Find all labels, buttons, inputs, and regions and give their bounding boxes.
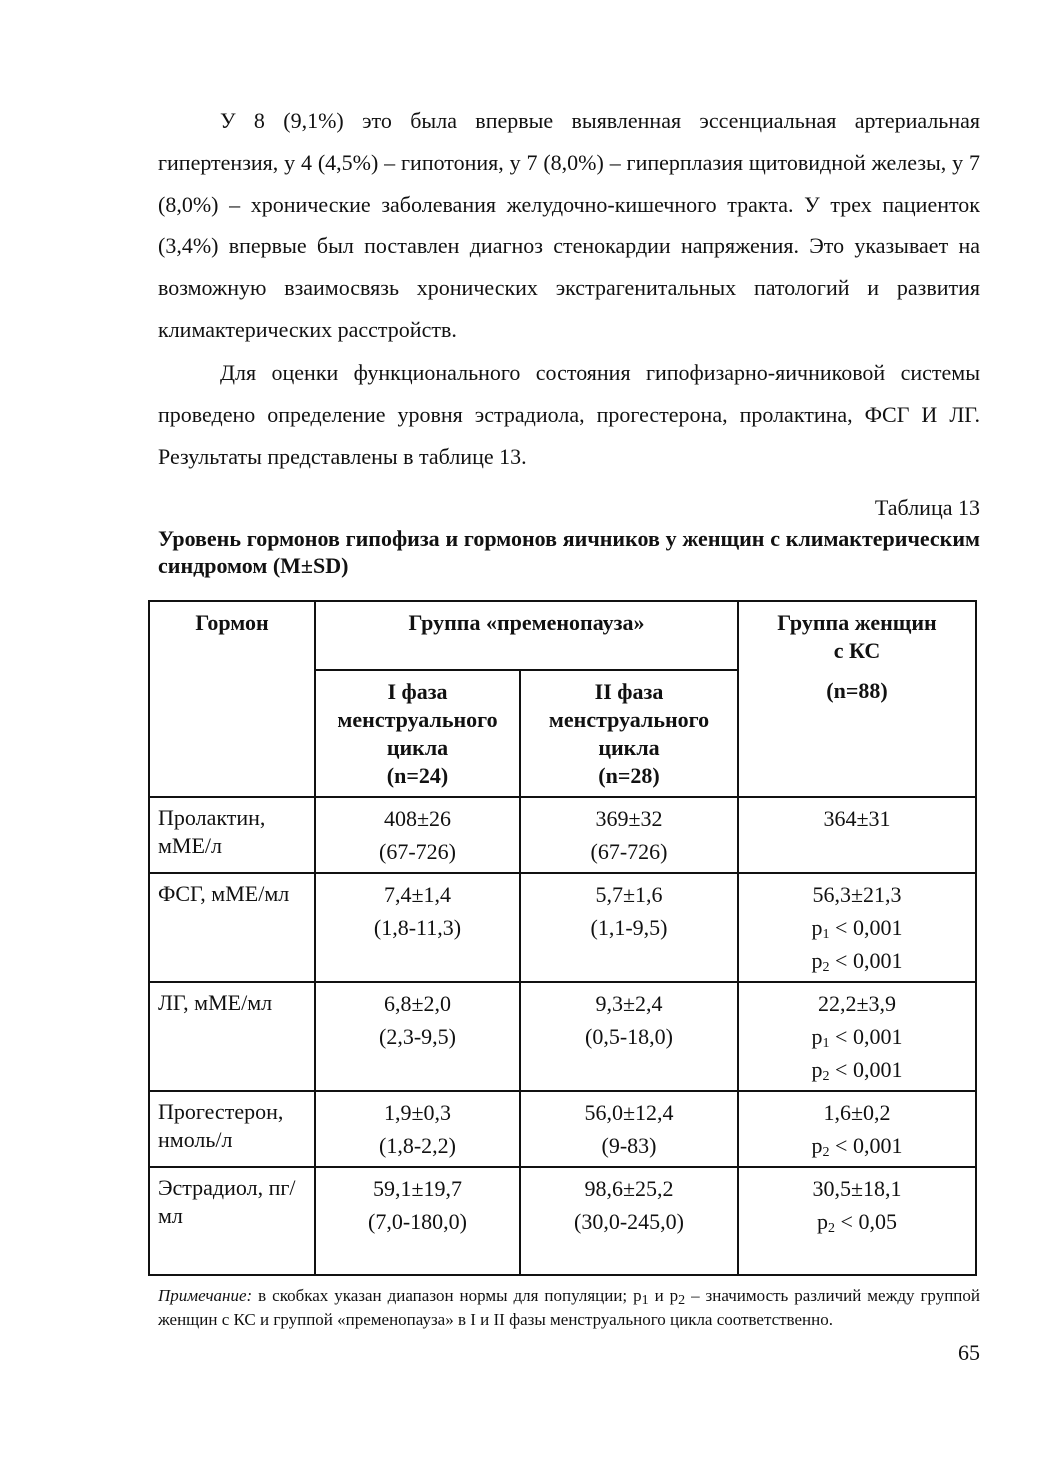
ks-cell [738,1167,976,1275]
cell-value: 9,3±2,4 [595,991,663,1016]
table-title: Уровень гормонов гипофиза и гормонов яичников у женщин с климактерическим синдромом (M±SD) [158,526,980,578]
table-row [149,1091,976,1167]
ks-cell [738,873,976,982]
cell-range: (0,5-18,0) [585,1024,673,1049]
cell-range: (2,3-9,5) [379,1024,456,1049]
header-phase1 [315,670,520,797]
table-note [158,1284,980,1331]
phase1-cell [315,873,520,982]
cell-value: 7,4±1,4 [383,882,452,907]
phase2-cell [520,982,738,1091]
cell-value: 408±26 [383,806,452,831]
p-value: $p_1 < 0,001$ [811,915,903,942]
phase2-cell [520,873,738,982]
cell-range: (1,8-11,3) [373,915,462,940]
cell-range: (7,0-180,0) [368,1209,467,1234]
note-label: Примечание: [158,1286,253,1305]
header-phase2 [520,670,738,797]
header-phase1-label: I фаза менструального цикла [337,679,498,760]
cell-value: 98,6±25,2 [584,1176,674,1201]
paragraph-1-text: У 8 (9,1%) это была впервые выявленная эссенциальная артериальная гипертензия, у 4 (4,5%) – гипотония, у 7 (8,0%) – гиперплазия щитовидной железы, у 7 (8,0%) – хронические заболевания желудочно-кишечного тракта. У трех пациенток (3,4%) впервые был поставлен диагноз стенокардии напряжения. Это указывает на возможную взаимосвязь хронических экстрагенитальных патологий и развития климактерических расстройств. [158,108,980,342]
phase1-cell [315,797,520,873]
cell-value: 59,1±19,7 [372,1176,463,1201]
paragraph-1 [158,100,980,351]
header-ks-group [738,601,976,797]
cell-value: 22,2±3,9 [817,991,897,1016]
note-text: в скобках указан диапазон нормы для популяции; $p_1$ и $p_2$ – значимость различий между группой женщин с КС и группой «пременопауза» в I и II фазы менструального цикла соответственно. [158,1286,980,1329]
row-name: Эстрадиол, пг/мл [149,1167,315,1275]
phase1-cell [315,982,520,1091]
header-phase1-n: (n=24) [386,763,449,788]
ks-cell [738,982,976,1091]
row-name: Прогестерон, нмоль/л [149,1091,315,1167]
phase2-cell [520,1091,738,1167]
cell-value: 56,3±21,3 [812,882,902,907]
header-ks-n: (n=88) [826,678,888,703]
phase2-cell [520,1167,738,1275]
p-value: $p_2 < 0,05$ [817,1209,897,1236]
cell-value: 56,0±12,4 [584,1100,674,1125]
table-row [149,982,976,1091]
p-value: $p_2 < 0,001$ [811,1057,903,1084]
header-phase2-label: II фаза менструального цикла [548,679,710,760]
cell-range: (1,8-2,2) [379,1133,456,1158]
row-name: Пролактин, мМЕ/л [149,797,315,873]
cell-range: (67-726) [590,839,668,864]
cell-value: 364±31 [823,806,891,831]
table-number: Таблица 13 [874,495,980,520]
page-number: 65 [958,1340,980,1365]
hormone-table [148,600,977,1276]
phase1-cell [315,1091,520,1167]
table-row [149,1167,976,1275]
row-name: ФСГ, мМЕ/мл [149,873,315,982]
cell-range: (67-726) [379,839,456,864]
cell-value: 1,9±0,3 [383,1100,452,1125]
ks-cell [738,1091,976,1167]
paragraph-2-text: Для оценки функционального состояния гипофизарно-яичниковой системы проведено определение уровня эстрадиола, прогестерона, пролактина, ФСГ И ЛГ. Результаты представлены в таблице 13. [158,360,980,469]
cell-value: 6,8±2,0 [383,991,452,1016]
header-phase2-n: (n=28) [598,763,660,788]
cell-range: (30,0-245,0) [574,1209,684,1234]
ks-cell [738,797,976,873]
cell-range: (1,1-9,5) [590,915,668,940]
cell-range: (9-83) [601,1133,657,1158]
header-ks-group-label: Группа женщин с КС [777,610,937,663]
table-row [149,797,976,873]
row-name: ЛГ, мМЕ/мл [149,982,315,1091]
phase1-cell [315,1167,520,1275]
table-row [149,873,976,982]
header-premenopause: Группа «пременопауза» [315,601,738,670]
cell-value: 30,5±18,1 [812,1176,902,1201]
p-value: $p_2 < 0,001$ [811,948,903,975]
cell-value: 5,7±1,6 [595,882,663,907]
paragraph-2 [158,352,980,477]
header-hormone: Гормон [149,601,315,797]
p-value: $p_2 < 0,001$ [811,1133,903,1160]
phase2-cell [520,797,738,873]
p-value: $p_1 < 0,001$ [811,1024,903,1051]
cell-value: 369±32 [595,806,663,831]
cell-value: 1,6±0,2 [823,1100,891,1125]
